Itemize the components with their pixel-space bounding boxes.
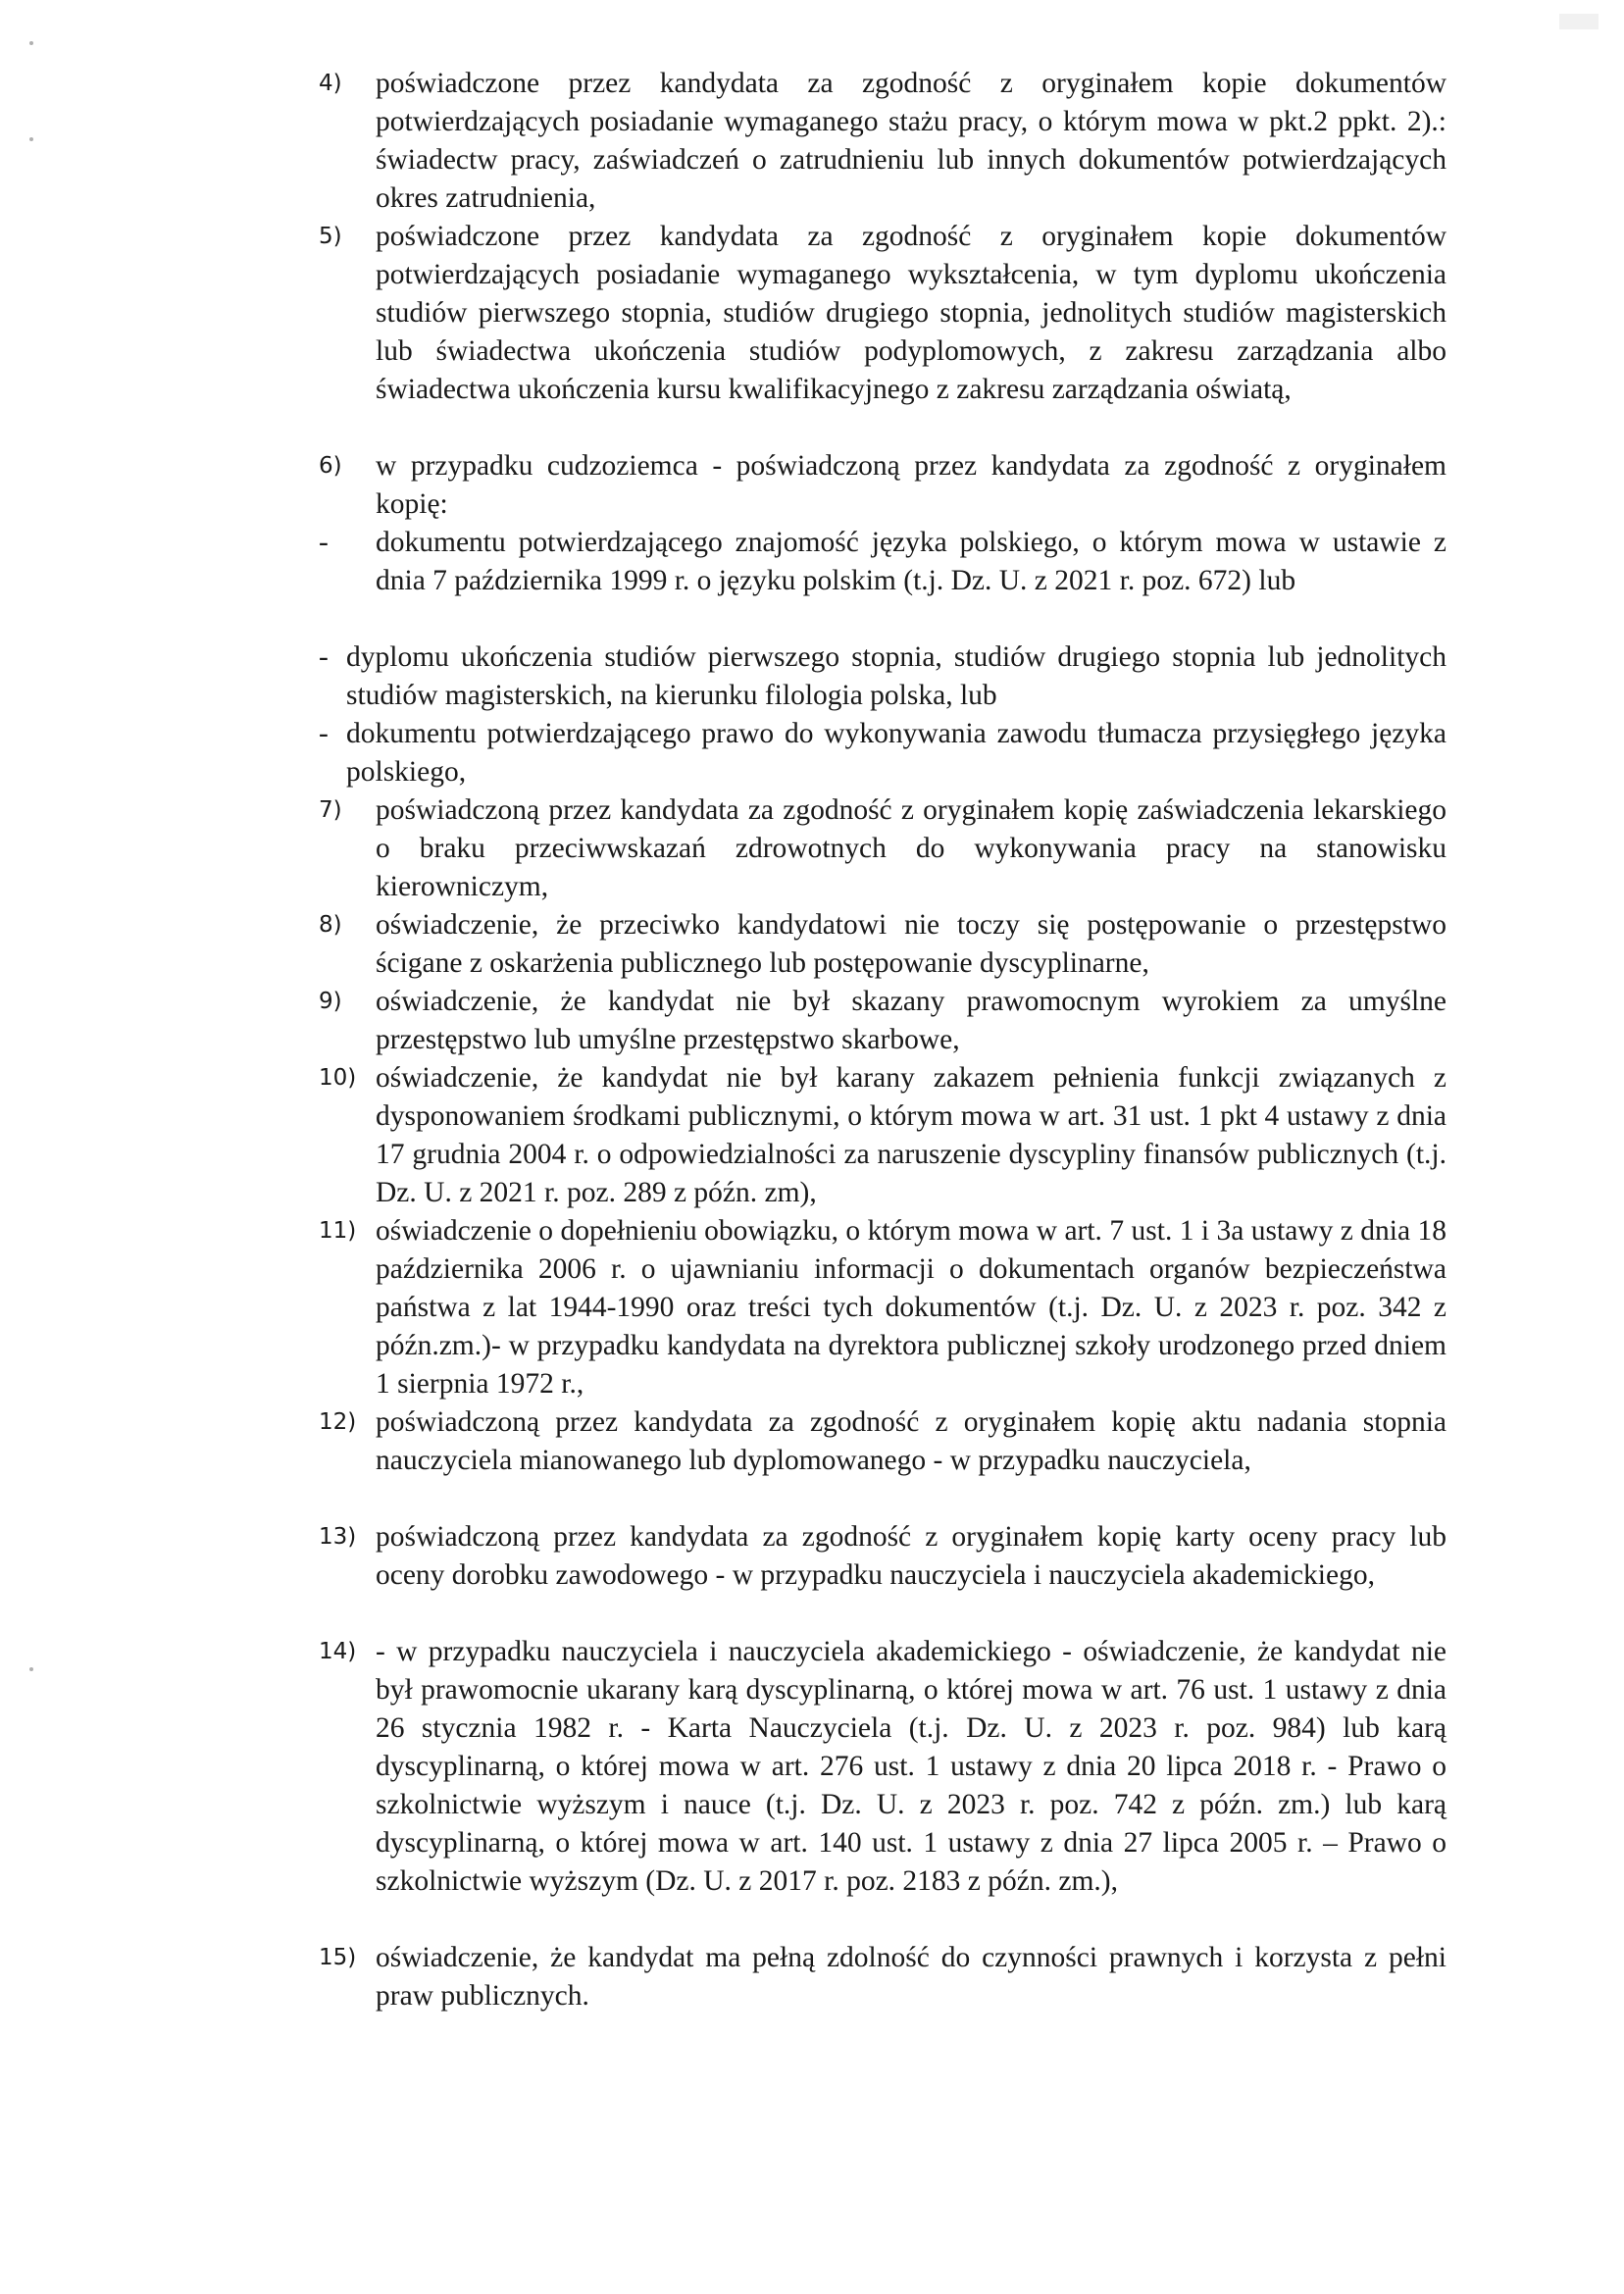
item-number: 7) bbox=[319, 797, 342, 823]
list-item-7 bbox=[319, 791, 1446, 906]
item-text: dokumentu potwierdzającego znajomość języka polskiego, o którym mowa w ustawie z dnia 7 października 1999 r. o języku polskim (t.j. Dz. U. z 2021 r. poz. 672) lub bbox=[376, 527, 1446, 596]
item-text: poświadczoną przez kandydata za zgodność z oryginałem kopię aktu nadania stopnia nauczyciela mianowanego lub dyplomowanego - w przypadku nauczyciela, bbox=[376, 1406, 1446, 1476]
item-text: oświadczenie, że kandydat nie był skazany prawomocnym wyrokiem za umyślne przestępstwo lub umyślne przestępstwo skarbowe, bbox=[376, 986, 1446, 1055]
list-subitem-dash-2 bbox=[319, 638, 1446, 715]
list-item-15 bbox=[319, 1939, 1446, 2015]
item-text: oświadczenie, że kandydat ma pełną zdolność do czynności prawnych i korzysta z pełni praw publicznych. bbox=[376, 1942, 1446, 2012]
scan-smudge bbox=[1559, 14, 1599, 29]
item-text: dokumentu potwierdzającego prawo do wykonywania zawodu tłumacza przysięgłego języka polskiego, bbox=[346, 718, 1446, 788]
dash-marker: - bbox=[319, 641, 329, 673]
list-item-8 bbox=[319, 906, 1446, 983]
item-number: 10) bbox=[319, 1065, 357, 1091]
item-text: - w przypadku nauczyciela i nauczyciela akademickiego - oświadczenie, że kandydat nie był prawomocnie ukarany karą dyscyplinarną, o której mowa w art. 76 ust. 1 ustawy z dnia 26 stycznia 1982 r. - Karta Nauczyciela (t.j. Dz. U. z 2023 r. poz. 984) lub karą dyscyplinarną, o której mowa w art. 276 ust. 1 ustawy z dnia 20 lipca 2018 r. - Prawo o szkolnictwie wyższym i nauce (t.j. Dz. U. z 2023 r. poz. 742 z późn. zm.) lub karą dyscyplinarną, o której mowa w art. 140 ust. 1 ustawy z dnia 27 lipca 2005 r. – Prawo o szkolnictwie wyższym (Dz. U. z 2017 r. poz. 2183 z późn. zm.), bbox=[376, 1636, 1446, 1897]
scan-speck bbox=[29, 137, 33, 141]
list-item-5 bbox=[319, 218, 1446, 409]
item-number: 6) bbox=[319, 453, 342, 479]
item-number: 15) bbox=[319, 1945, 357, 1970]
item-number: 8) bbox=[319, 912, 342, 938]
scan-speck bbox=[29, 41, 33, 45]
item-text: oświadczenie, że kandydat nie był karany zakazem pełnienia funkcji związanych z dysponowaniem środkami publicznymi, o którym mowa w art. 31 ust. 1 pkt 4 ustawy z dnia 17 grudnia 2004 r. o odpowiedzialności za naruszenie dyscypliny finansów publicznych (t.j. Dz. U. z 2021 r. poz. 289 z późn. zm), bbox=[376, 1062, 1446, 1208]
list-item-11 bbox=[319, 1212, 1446, 1403]
item-number: 12) bbox=[319, 1409, 357, 1435]
item-number: 4) bbox=[319, 71, 342, 96]
item-text: poświadczoną przez kandydata za zgodność z oryginałem kopię karty oceny pracy lub oceny dorobku zawodowego - w przypadku nauczyciela i nauczyciela akademickiego, bbox=[376, 1521, 1446, 1591]
list-item-4 bbox=[319, 65, 1446, 218]
list-item-9 bbox=[319, 983, 1446, 1059]
item-text: poświadczoną przez kandydata za zgodność z oryginałem kopię zaświadczenia lekarskiego o braku przeciwwskazań zdrowotnych do wykonywania pracy na stanowisku kierowniczym, bbox=[376, 794, 1446, 902]
item-text: oświadczenie, że przeciwko kandydatowi nie toczy się postępowanie o przestępstwo ścigane z oskarżenia publicznego lub postępowanie dyscyplinarne, bbox=[376, 909, 1446, 979]
item-number: 13) bbox=[319, 1524, 357, 1550]
list-item-14 bbox=[319, 1633, 1446, 1901]
list-item-12 bbox=[319, 1403, 1446, 1480]
list-subitem-dash-3 bbox=[319, 715, 1446, 791]
item-text: oświadczenie o dopełnieniu obowiązku, o którym mowa w art. 7 ust. 1 i 3a ustawy z dnia 18 października 2006 r. o ujawnianiu informacji o dokumentach organów bezpieczeństwa państwa z lat 1944-1990 oraz treści tych dokumentów (t.j. Dz. U. z 2023 r. poz. 342 z późn.zm.)- w przypadku kandydata na dyrektora publicznej szkoły urodzonego przed dniem 1 sierpnia 1972 r., bbox=[376, 1215, 1446, 1400]
item-text: dyplomu ukończenia studiów pierwszego stopnia, studiów drugiego stopnia lub jednolitych studiów magisterskich, na kierunku filologia polska, lub bbox=[346, 641, 1446, 711]
item-number: 11) bbox=[319, 1218, 357, 1244]
item-text: poświadczone przez kandydata za zgodność z oryginałem kopie dokumentów potwierdzających posiadanie wymaganego wykształcenia, w tym dyplomu ukończenia studiów pierwszego stopnia, studiów drugiego stopnia, jednolitych studiów magisterskich lub świadectwa ukończenia studiów podyplomowych, z zakresu zarządzania albo świadectwa ukończenia kursu kwalifikacyjnego z zakresu zarządzania oświatą, bbox=[376, 221, 1446, 405]
dash-marker: - bbox=[319, 718, 329, 749]
item-text: poświadczone przez kandydata za zgodność z oryginałem kopie dokumentów potwierdzających posiadanie wymaganego stażu pracy, o którym mowa w pkt.2 ppkt. 2).: świadectw pracy, zaświadczeń o zatrudnieniu lub innych dokumentów potwierdzających okres zatrudnienia, bbox=[376, 68, 1446, 214]
list-subitem-dash-1 bbox=[319, 524, 1446, 600]
item-number: 5) bbox=[319, 224, 342, 249]
item-number: 9) bbox=[319, 989, 342, 1014]
scan-speck bbox=[29, 1667, 33, 1671]
item-text: w przypadku cudzoziemca - poświadczoną przez kandydata za zgodność z oryginałem kopię: bbox=[376, 450, 1446, 520]
dash-marker: - bbox=[319, 527, 329, 558]
list-item-10 bbox=[319, 1059, 1446, 1212]
item-number: 14) bbox=[319, 1639, 357, 1664]
list-item-6 bbox=[319, 447, 1446, 524]
list-item-13 bbox=[319, 1518, 1446, 1595]
